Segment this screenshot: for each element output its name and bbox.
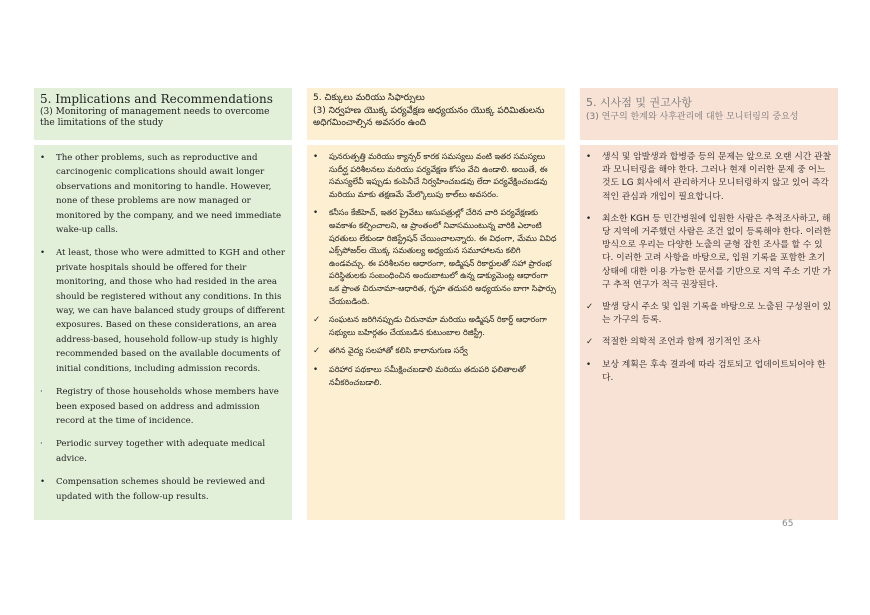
english-subtitle: (3) Monitoring of management needs to overcome the limitations of the study [40,107,270,128]
telugu-body [307,145,565,520]
item-text: Periodic survey together with adequate medical advice. [56,439,266,464]
bullet-marker: • [313,208,319,219]
korean-item [584,301,832,327]
english-item [38,385,286,428]
telugu-item [311,207,559,308]
check-marker: ✓ [586,302,594,313]
english-body [34,145,292,520]
item-text: సంఘటన జరిగినప్పుడు చిరునామా మరియు అడ్మిషన్ రికార్డ్ ఆధారంగా సభ్యులు బహిర్గతం చేయబడిన కుటుంబాల రిజిస్ట్రీ. [329,315,547,337]
korean-body [580,145,838,520]
bullet-marker: • [586,152,592,162]
bullet-marker: • [313,152,319,162]
english-header [34,88,292,140]
page-number: 65 [782,519,794,529]
check-marker: ✓ [313,315,321,326]
telugu-header [307,88,565,140]
bullet-marker: • [586,213,592,224]
korean-subtitle: (3) 연구의 한계와 사후관리에 대한 모니터링의 중요성 [586,112,799,122]
telugu-item [311,151,559,201]
item-text: 보상 계획은 후속 결과에 따라 검토되고 업데이트되어야 한다. [602,359,826,383]
english-title: 5. Implications and Recommendations [40,92,273,106]
english-item [38,475,286,504]
korean-header [580,88,838,140]
item-text: The other problems, such as reproductive and carcinogenic complications should await longer observations and monitoring to handle. However, none of these problems are now managed or monitored by the company, and we need immediate wake-up calls. [56,153,282,236]
check-marker: ✓ [586,337,594,348]
english-item [38,246,286,376]
telugu-item [311,364,559,389]
item-text: Registry of those households whose members have been exposed based on address and admission record at the time of incidence. [56,387,279,426]
item-text: కనీసం కేజీహెచ్, ఇతర ప్రైవేటు ఆసుపత్రుల్లో చేరిన వారి పర్యవేక్షణకు అవకాశం కల్పించాలని, ఆ ప్రాంతంలో నివాసముంటున్న వారికి ఎలాంటి షరతులు లేకుండా రిజిస్ట్రేషన్ చేయించాలన్నారు. ఈ విధంగా, మేము వివిధ ఎక్స్‌పోజర్‌ల యొక్క సమతుల్య అధ్యయన సమూహాలను కలిగి ఉండవచ్చు. ఈ పరిశీలనల ఆధారంగా, అడ్మిషన్ రికార్డులతో సహా ప్రారంభ పరిస్థితులకు సంబంధించిన అందుబాటులో ఉన్న డాక్యుమెంట్ల ఆధారంగా ఒక ప్రాంత చిరునామా-ఆధారిత, గృహ తదుపరి అధ్యయనం బాగా సిఫార్సు చేయబడింది. [329,208,557,306]
item-text: 적절한 의학적 조언과 함께 정기적인 조사 [602,337,761,348]
korean-item [584,151,832,204]
bullet-marker: • [40,248,46,259]
telugu-item [311,345,559,358]
telugu-title: 5. చిక్కులు మరియు సిఫార్సులు [313,93,425,103]
bullet-marker: • [313,364,319,375]
item-text: Compensation schemes should be reviewed and updated with the follow-up results. [56,477,266,502]
korean-title: 5. 시사점 및 권고사항 [586,96,692,109]
korean-item [584,359,832,385]
telugu-subtitle: (3) నిర్వహణ యొక్క పర్యవేక్షణ అధ్యయనం యొక్క పరిమితులను అధిగమించాల్సిన అవసరం ఉంది [313,106,545,128]
item-text: At least, those who were admitted to KGH and other private hospitals should be offered for their monitoring, and those who had resided in the area should be registered without any conditions. In this way, we can have balanced study groups of different exposures. Based on these considerations, an area address-based, household follow-up study is highly recommended based on the available documents of initial conditions, including admission records. [56,248,285,374]
bullet-marker: • [40,477,46,488]
item-text: పరిహార పథకాలు సమీక్షించబడాలి మరియు తదుపరి ఫలితాలతో నవీకరించబడాలి. [329,364,526,387]
item-text: 생식 및 암발생과 합병증 등의 문제는 앞으로 오랜 시간 관찰과 모니터링을 해야 한다. 그러나 현재 이러한 문제 중 어느 것도 LG 회사에서 관리하거나 모니터링하지 않고 있어 즉각적인 관심과 개입이 필요합니다. [602,152,832,202]
english-item [38,437,286,466]
telugu-item [311,314,559,339]
check-marker: ✓ [313,346,321,357]
bullet-marker: • [40,153,46,163]
bullet-marker: · [40,439,43,450]
korean-item [584,213,832,292]
bullet-marker: · [40,387,43,398]
bullet-marker: • [586,359,592,370]
korean-item [584,336,832,349]
english-item [38,151,286,237]
item-text: 발생 당시 주소 및 입원 기록을 바탕으로 노출된 구성원이 있는 가구의 등록. [602,302,832,326]
item-text: తగిన వైద్య సలహాతో కలిసి కాలానుగుణ సర్వే [329,346,468,356]
item-text: పునరుత్పత్తి మరియు క్యాన్సర్ కారక సమస్యలు వంటి ఇతర సమస్యలు సుదీర్ఘ పరిశీలనలు మరియు పర్యవేక్షణ కోసం వేచి ఉండాలి. అయితే, ఈ సమస్యలేవీ ఇప్పుడు కంపెనీచే నిర్వహించబడవు లేదా పర్యవేక్షించబడవు మరియు మాకు తక్షణమే మేల్కొలుపు కాల్‌లు అవసరం. [329,152,548,199]
item-text: 최소한 KGH 등 민간병원에 입원한 사람은 추적조사하고, 해당 지역에 거주했던 사람은 조건 없이 등록해야 한다. 이러한 방식으로 우리는 다양한 노출의 균형 잡힌 조사를 할 수 있다. 이러한 고려 사항을 바탕으로, 입원 기록을 포함한 초기 상태에 대한 이용 가능한 문서를 기반으로 지역 주소 기반 가구 추적 연구가 적극 권장된다. [602,213,832,290]
